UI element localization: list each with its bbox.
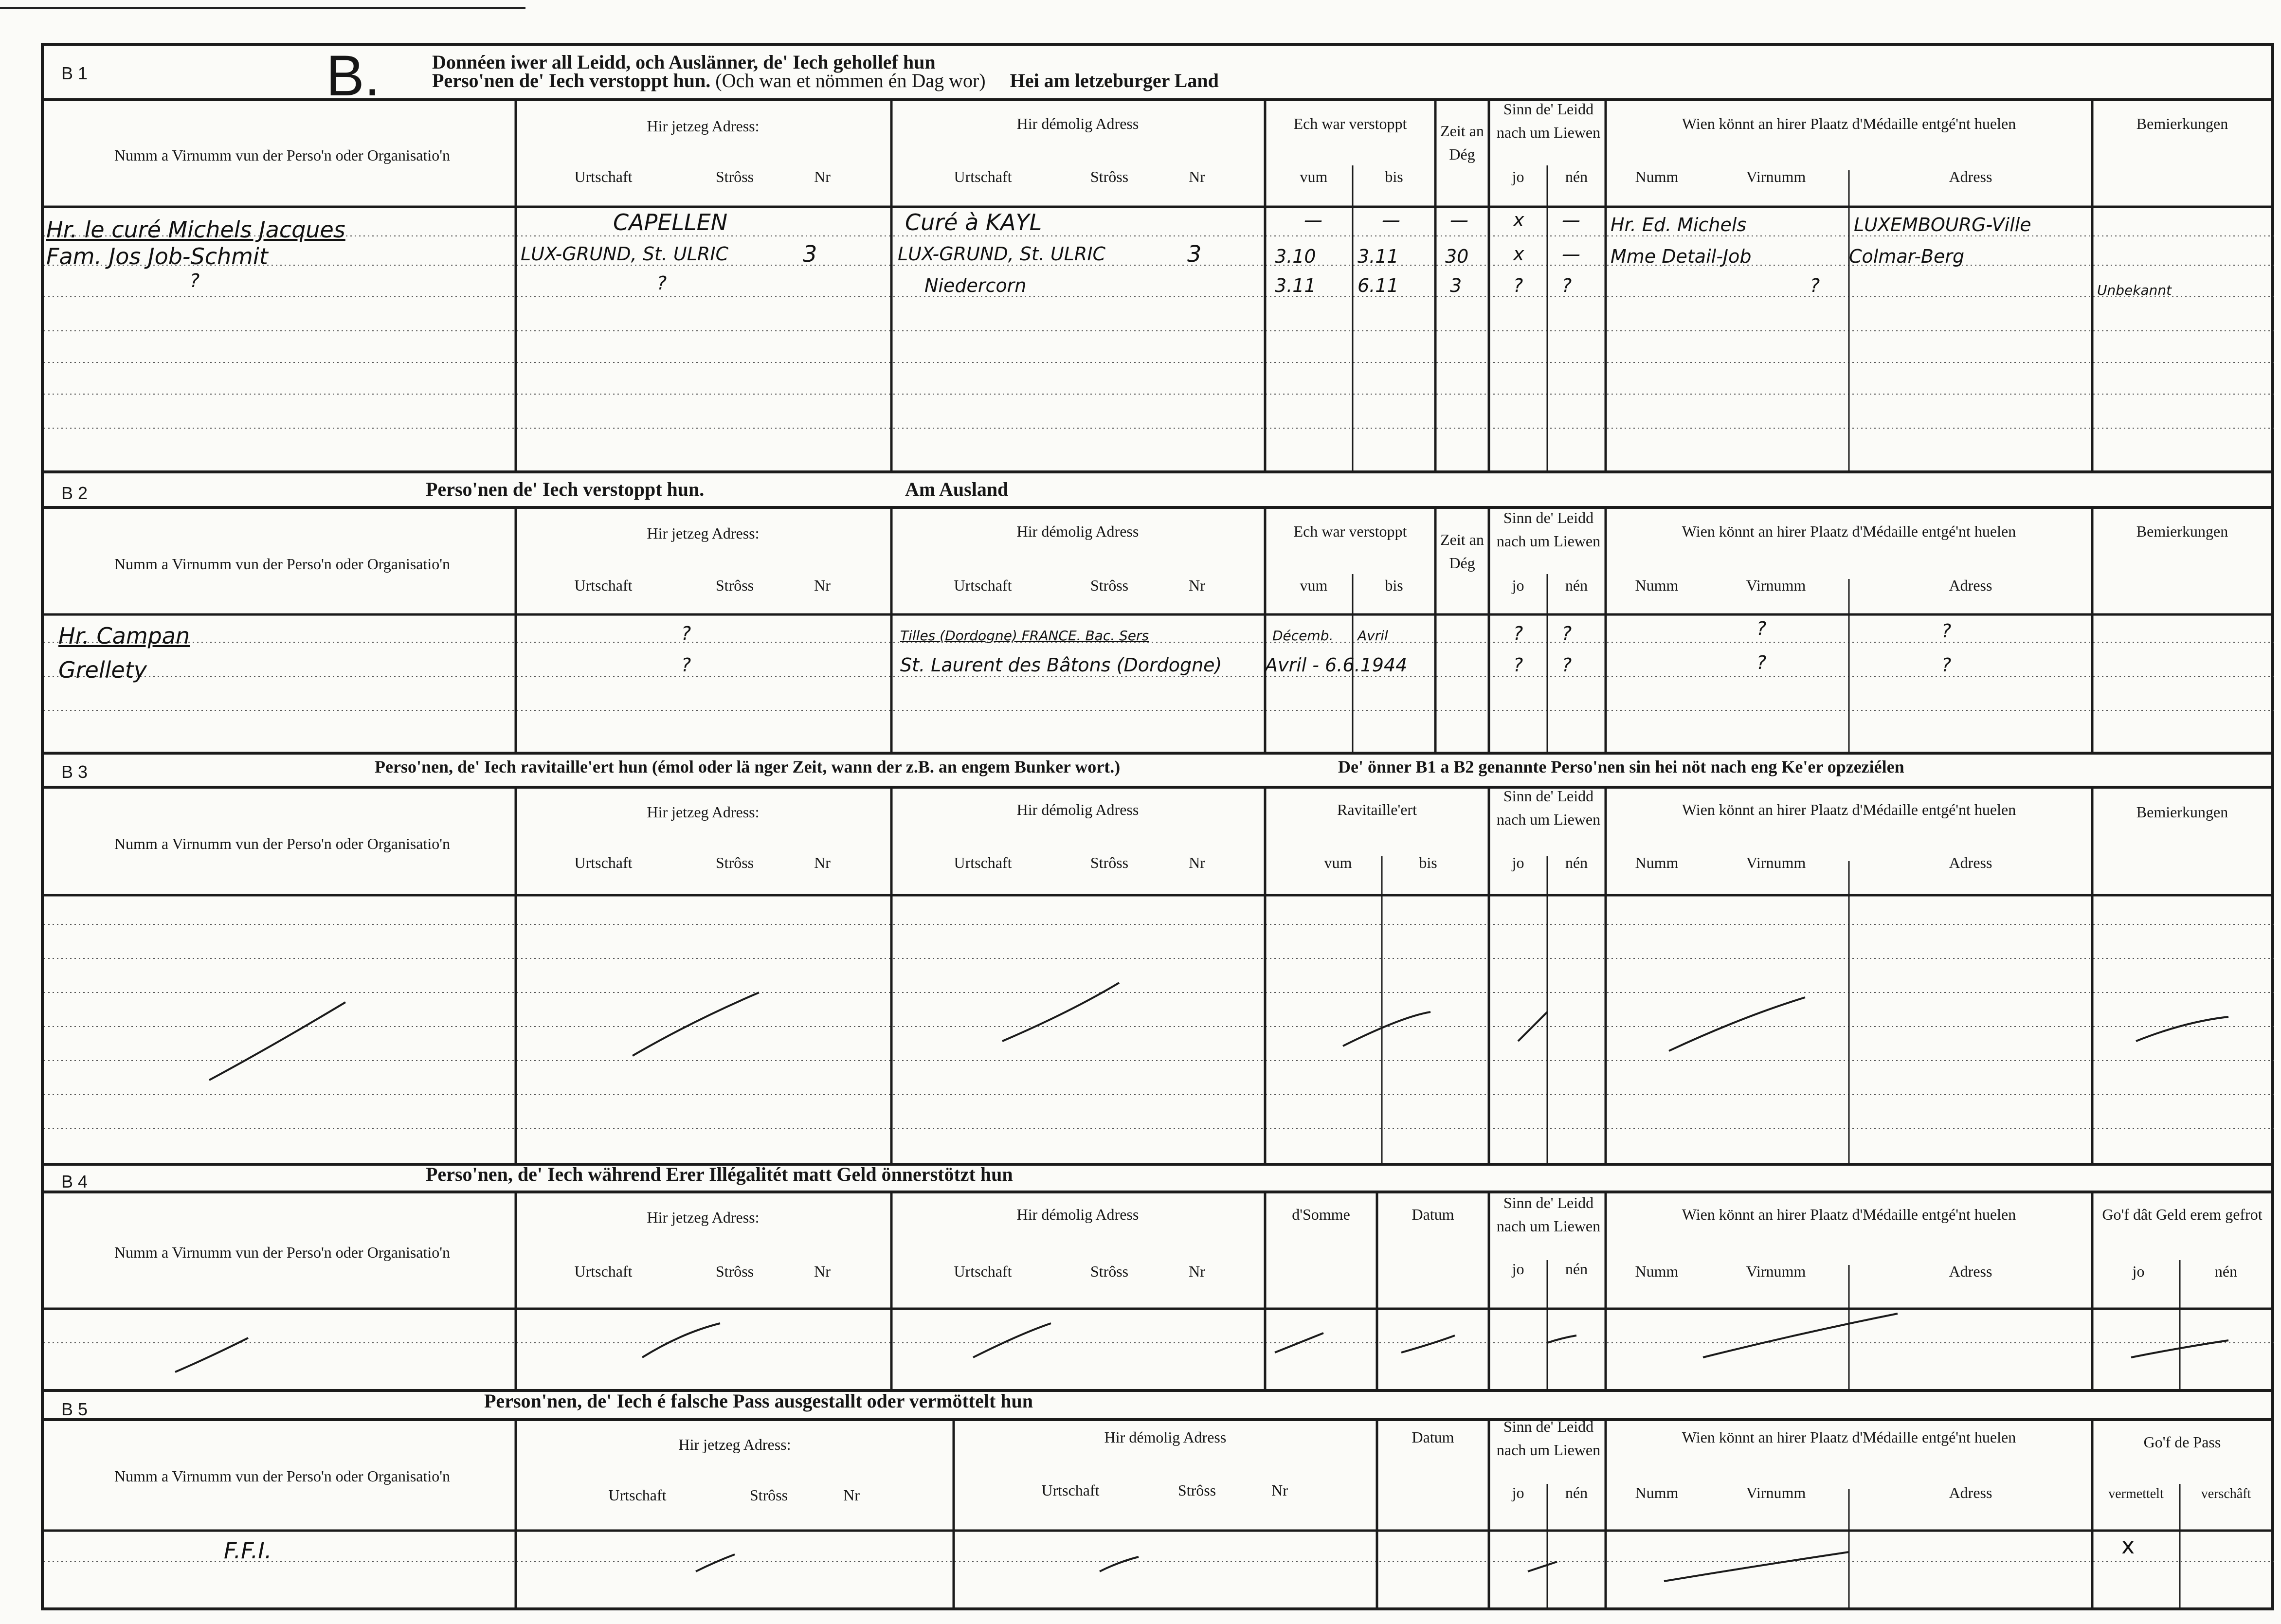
b1-col-remarks: Bemierkungen [2136,115,2228,132]
b2-row2-yes: ? [1513,654,1523,676]
b1-row1-yes: x [1513,209,1524,231]
b5-sub-town: Urtschaft [608,1486,667,1504]
b4-col-sum: d'Somme [1292,1206,1350,1223]
b2-sub-no: nén [1565,577,1588,594]
b2-row2-cur-town: ? [681,654,691,676]
b2-sub-to: bis [1385,577,1403,594]
b4-sub-town-old: Urtschaft [954,1263,1012,1280]
b3-label: B 3 [61,762,88,782]
b2-row1-cur-town: ? [681,623,691,644]
b1-row2-medal-name: Mme Detail-Job [1611,246,1752,267]
b3-col-former-address: Hir démolig Adress [1016,801,1139,818]
b5-col-current-address: Hir jetzeg Adress: [678,1436,791,1453]
b4-col-medal: Wien könnt an hirer Plaatz d'Médaille entgé'nt huelen [1682,1206,2016,1223]
b1-row3-remark: Unbekannt [2097,282,2172,298]
b2-row2-medal-first: ? [1756,652,1767,673]
b2-row1-name: Hr. Campan [58,623,190,649]
b2-col-medal: Wien könnt an hirer Plaatz d'Médaille entgé'nt huelen [1682,523,2016,540]
b2-row1-no: ? [1562,623,1572,644]
b5-col-date: Datum [1412,1428,1454,1446]
b2-row2-no: ? [1562,654,1572,676]
b2-col-days: Zeit an Dég [1440,531,1484,572]
b1-col-days: Zeit an Dég [1440,122,1484,163]
b3-title-a: Perso'nen, de' Iech ravitaille'ert hun (émol oder lä nger Zeit, wann der z.B. an engem Bunker wort.) [375,757,1121,776]
b1-sub-lastname: Numm [1635,168,1679,185]
b1-col-alive: Sinn de' Leidd nach um Liewen [1496,100,1601,141]
b5-col-former-address: Hir démolig Adress [1104,1428,1227,1446]
b3-sub-no: nén [1565,854,1588,871]
b5-col-alive: Sinn de' Leidd nach um Liewen [1496,1418,1601,1459]
b5-col-name: Numm a Virnumm vun der Perso'n oder Organisatio'n [114,1467,451,1485]
b2-row2-old-town: St. Laurent des Bâtons (Dordogne) [900,654,1222,676]
b1-sub-from: vum [1300,168,1328,185]
b2-sub-town: Urtschaft [574,577,633,594]
b1-row3-to: 6.11 [1358,275,1399,296]
b1-row3-name: ? [190,270,200,291]
b4-col-date: Datum [1412,1206,1454,1223]
b5-sub-yes: jo [1512,1484,1524,1501]
b5-sub-town-old: Urtschaft [1041,1481,1100,1499]
b1-col-medal: Wien könnt an hirer Plaatz d'Médaille entgé'nt huelen [1682,115,2016,132]
b1-row3-no: ? [1562,275,1572,296]
b1-title-line2b: (Och wan et nömmen én Dag wor) [715,70,986,91]
b5-row1-name: F.F.I. [224,1537,272,1564]
b3-col-remarks: Bemierkungen [2136,803,2228,821]
b2-sub-street-old: Strôss [1090,577,1129,594]
b2-sub-yes: jo [1512,577,1524,594]
b5-sub-lastname: Numm [1635,1484,1679,1501]
b1-sub-firstname: Virnumm [1746,168,1806,185]
b3-col-current-address: Hir jetzeg Adress: [647,803,760,821]
b1-sub-town: Urtschaft [574,168,633,185]
b1-row1-medal-name: Hr. Ed. Michels [1611,214,1747,235]
b2-col-remarks: Bemierkungen [2136,523,2228,540]
b1-sub-street-old: Strôss [1090,168,1129,185]
b3-col-medal: Wien könnt an hirer Plaatz d'Médaille entgé'nt huelen [1682,801,2016,818]
b1-label: B 1 [61,63,88,83]
b5-sub-issued: verschâft [2201,1486,2251,1501]
b2-title-a: Perso'nen de' Iech verstoppt hun. [426,478,705,500]
b1-row2-days: 30 [1445,246,1469,267]
b2-sub-nr: Nr [814,577,831,594]
b1-row2-no: — [1562,243,1580,265]
b1-row1-from: — [1304,209,1322,231]
b4-col-money: Go'f dât Geld erem gefrot [2102,1206,2263,1223]
b2-row1-medal-address: ? [1941,620,1952,642]
b5-sub-no: nén [1565,1484,1588,1501]
section-letter-b: B. [326,44,380,108]
b2-row1-old-town: Tilles (Dordogne) FRANCE. Bac. Sers [900,628,1149,644]
b1-col-current-address: Hir jetzeg Adress: [647,117,760,135]
b4-sub-money-yes: jo [2132,1263,2145,1280]
b2-col-name: Numm a Virnumm vun der Perso'n oder Organisatio'n [114,555,451,573]
b3-col-ravitailled: Ravitaille'ert [1337,801,1417,818]
b2-row1-to: Avril [1358,628,1388,644]
b4-title: Perso'nen, de' Iech während Erer Illégalitét matt Geld önnerstötzt hun [426,1163,1013,1185]
b1-sub-to: bis [1385,168,1403,185]
b3-sub-firstname: Virnumm [1746,854,1806,871]
b4-sub-street-old: Strôss [1090,1263,1129,1280]
b2-sub-town-old: Urtschaft [954,577,1012,594]
b1-row3-old-town: Niedercorn [924,275,1027,296]
b5-sub-firstname: Virnumm [1746,1484,1806,1501]
b2-col-current-address: Hir jetzeg Adress: [647,524,760,542]
b2-row2-name: Grellety [58,657,147,683]
b4-sub-street: Strôss [715,1263,754,1280]
b1-row1-old-town: Curé à KAYL [905,209,1042,235]
b1-row2-medal-address: Colmar-Berg [1849,246,1965,267]
b1-row2-old-town: LUX-GRUND, St. ULRIC [898,243,1106,265]
b3-sub-street-old: Strôss [1090,854,1129,871]
b1-row2-from: 3.10 [1275,246,1316,267]
b1-title-line2c: Hei am letzeburger Land [1010,70,1219,91]
b2-row2-medal-address: ? [1941,654,1952,676]
b5-col-pass: Go'f de Pass [2143,1433,2221,1451]
b1-row3-from: 3.11 [1275,275,1316,296]
b2-sub-firstname: Virnumm [1746,577,1806,594]
b5-sub-street-old: Strôss [1177,1481,1216,1499]
b1-title-line1: Donnéen iwer all Leidd, och Auslänner, de' Iech gehollef hun [432,51,936,73]
b3-sub-street: Strôss [715,854,754,871]
b4-label: B 4 [61,1172,88,1191]
b3-sub-from: vum [1324,854,1352,871]
b1-row2-to: 3.11 [1358,246,1399,267]
b1-sub-street: Strôss [715,168,754,185]
b1-sub-yes: jo [1512,168,1524,185]
b5-sub-address: Adress [1949,1484,1992,1501]
b2-col-alive: Sinn de' Leidd nach um Liewen [1496,509,1601,550]
b2-sub-street: Strôss [715,577,754,594]
b3-sub-yes: jo [1512,854,1524,871]
b1-title-line2 [432,69,1219,92]
b2-row1-medal-first: ? [1756,618,1767,639]
b2-col-hidden: Ech war verstoppt [1293,523,1407,540]
b4-sub-nr: Nr [814,1263,831,1280]
b5-sub-nr-old: Nr [1271,1481,1288,1499]
b5-sub-mediated: vermettelt [2108,1486,2164,1501]
b3-title-b: De' önner B1 a B2 genannte Perso'nen sin hei nöt nach eng Ke'er opzeziélen [1338,757,1904,776]
b2-col-former-address: Hir démolig Adress [1016,523,1139,540]
b1-row1-cur-town: CAPELLEN [613,209,728,235]
b2-row1-yes: ? [1513,623,1523,644]
b3-sub-to: bis [1419,854,1437,871]
b4-col-former-address: Hir démolig Adress [1016,1206,1139,1223]
b1-row3-cur-town: ? [657,272,667,294]
b1-row1-medal-address: LUXEMBOURG-Ville [1854,214,2031,235]
b2-sub-nr-old: Nr [1189,577,1205,594]
b3-sub-nr: Nr [814,854,831,871]
b3-sub-town: Urtschaft [574,854,633,871]
b2-sub-lastname: Numm [1635,577,1679,594]
b2-sub-address: Adress [1949,577,1992,594]
b1-col-former-address: Hir démolig Adress [1016,115,1139,132]
b4-col-alive: Sinn de' Leidd nach um Liewen [1496,1194,1601,1235]
b2-sub-from: vum [1300,577,1328,594]
b4-sub-no: nén [1565,1260,1588,1278]
b1-row2-cur-town: LUX-GRUND, St. ULRIC [521,243,729,265]
b2-title-b: Am Ausland [905,478,1009,500]
b1-row3-medal-first: ? [1810,275,1820,296]
b5-label: B 5 [61,1399,88,1419]
b1-sub-town-old: Urtschaft [954,168,1012,185]
b5-sub-street: Strôss [749,1486,788,1504]
b2-label: B 2 [61,483,88,503]
b5-row1-mediated: x [2121,1533,2135,1559]
b1-col-hidden: Ech war verstoppt [1293,115,1407,132]
b3-sub-nr-old: Nr [1189,854,1205,871]
b1-col-name: Numm a Virnumm vun der Perso'n oder Organisatio'n [114,146,451,164]
b1-row3-yes: ? [1513,275,1523,296]
b3-col-name: Numm a Virnumm vun der Perso'n oder Organisatio'n [114,835,451,852]
b4-sub-yes: jo [1512,1260,1524,1278]
b1-sub-no: nén [1565,168,1588,185]
b1-sub-address: Adress [1949,168,1992,185]
b4-col-current-address: Hir jetzeg Adress: [647,1209,760,1226]
b3-sub-lastname: Numm [1635,854,1679,871]
b4-sub-nr-old: Nr [1189,1263,1205,1280]
b1-row1-days: — [1450,209,1468,231]
b1-title-line2a: Perso'nen de' Iech verstoppt hun. [432,70,711,91]
b1-row1-name: Hr. le curé Michels Jacques [46,217,345,243]
b1-row2-old-nr: 3 [1187,241,1202,267]
b4-col-name: Numm a Virnumm vun der Perso'n oder Organisatio'n [114,1244,451,1261]
b4-sub-firstname: Virnumm [1746,1263,1806,1280]
b4-sub-town: Urtschaft [574,1263,633,1280]
b2-row2-from: Avril - 6.6.1944 [1265,654,1408,676]
b5-sub-nr: Nr [843,1486,860,1504]
b1-row2-name: Fam. Jos Job-Schmit [46,243,268,270]
b4-sub-address: Adress [1949,1263,1992,1280]
b3-sub-address: Adress [1949,854,1992,871]
b4-sub-lastname: Numm [1635,1263,1679,1280]
b5-title: Person'nen, de' Iech é falsche Pass ausgestallt oder vermöttelt hun [484,1390,1033,1412]
b1-sub-nr: Nr [814,168,831,185]
b5-col-medal: Wien könnt an hirer Plaatz d'Médaille entgé'nt huelen [1682,1428,2016,1446]
b3-sub-town-old: Urtschaft [954,854,1012,871]
b4-sub-money-no: nén [2214,1263,2238,1280]
b1-sub-nr-old: Nr [1189,168,1205,185]
b1-row1-no: — [1562,209,1580,231]
b2-row1-from: Décemb. [1272,628,1334,644]
b1-row3-days: 3 [1450,275,1462,296]
b3-col-alive: Sinn de' Leidd nach um Liewen [1496,787,1601,828]
b1-row2-yes: x [1513,243,1524,265]
b1-row1-to: — [1382,209,1400,231]
b1-row2-cur-nr: 3 [803,241,817,267]
